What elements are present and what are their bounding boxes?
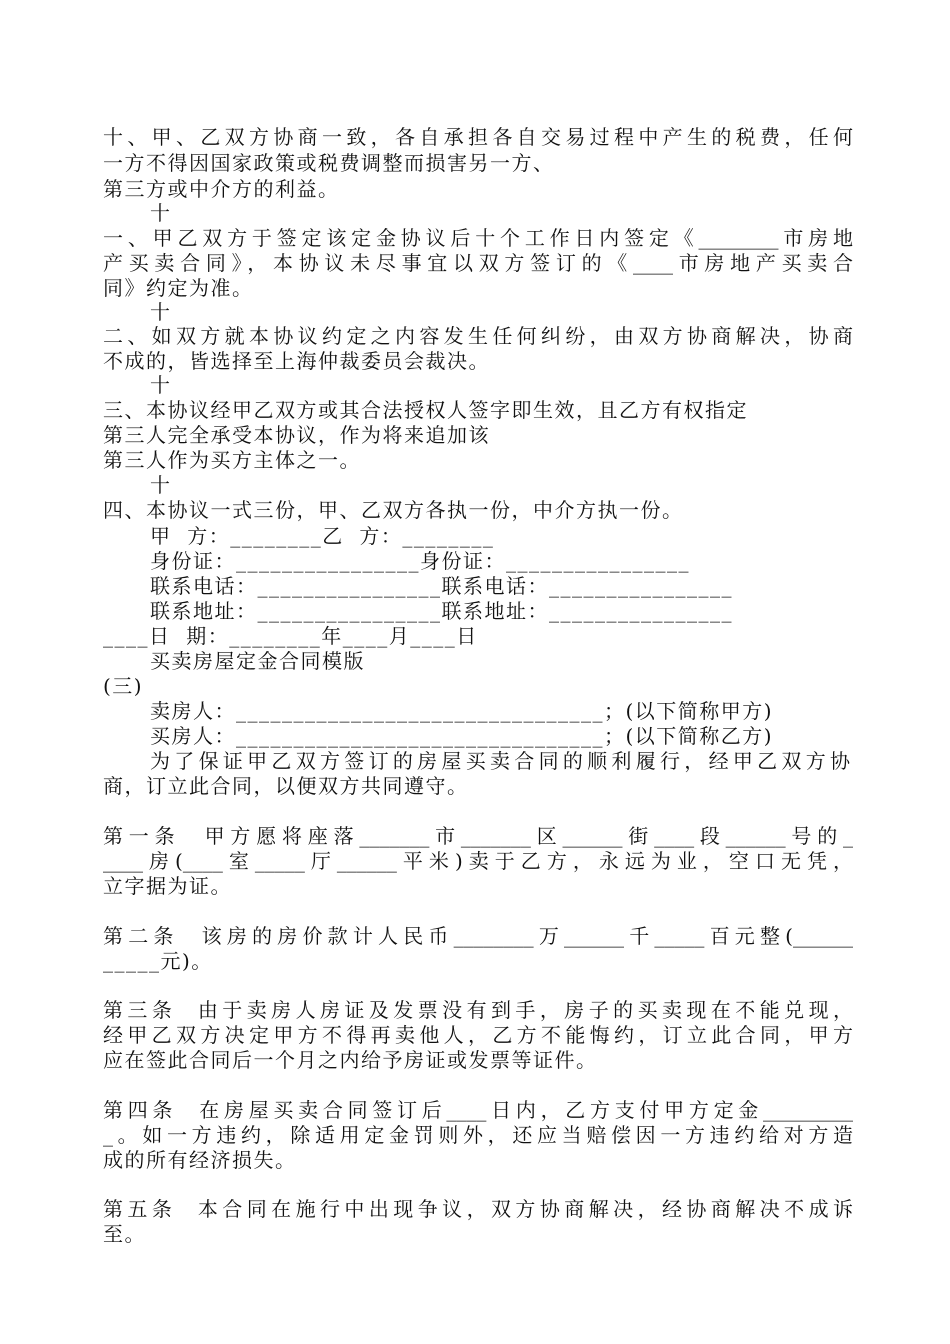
- section-number: (三): [103, 674, 144, 698]
- buyer-row: 买房人：________________________________；(以下简称乙方): [150, 724, 774, 748]
- article-four-line-2: _。如一方违约，除适用定金罚则外，还应当赔偿因一方违约给对方造: [103, 1123, 853, 1147]
- section-title: 买卖房屋定金合同模版: [150, 649, 365, 673]
- article-five-line-1: 第五条 本合同在施行中出现争议，双方协商解决，经协商解决不成诉: [103, 1197, 853, 1221]
- article-one-line-3: 立字据为证。: [103, 874, 232, 898]
- signature-party-row: 甲 方：________乙 方：________: [150, 524, 495, 548]
- clause-thirteen-line-1: 三、本协议经甲乙双方或其合法授权人签字即生效，且乙方有权指定: [103, 398, 748, 422]
- clause-ten-line-3: 第三方或中介方的利益。: [103, 177, 340, 201]
- article-three-line-3: 应在签此合同后一个月之内给予房证或发票等证件。: [103, 1048, 598, 1072]
- clause-ten-line-2: 一方不得因国家政策或税费调整而损害另一方、: [103, 151, 555, 175]
- clause-thirteen-line-2: 第三人完全承受本协议，作为将来追加该: [103, 423, 490, 447]
- seller-row: 卖房人：________________________________；(以下简称甲方): [150, 699, 774, 723]
- clause-eleven-marker: 十: [150, 201, 172, 225]
- signature-phone-row: 联系电话：________________联系电话：________________: [150, 574, 733, 598]
- article-two-line-2: _____元)。: [103, 949, 213, 973]
- clause-eleven-line-1: 一、甲乙双方于签定该定金协议后十个工作日内签定《________市房地: [103, 226, 853, 250]
- clause-twelve-marker: 十: [150, 300, 172, 324]
- clause-fourteen-line-1: 四、本协议一式三份，甲、乙双方各执一份，中介方执一份。: [103, 498, 684, 522]
- clause-thirteen-line-3: 第三人作为买方主体之一。: [103, 448, 361, 472]
- article-three-line-2: 经甲乙双方决定甲方不得再卖他人，乙方不能悔约，订立此合同，甲方: [103, 1023, 853, 1047]
- article-three-line-1: 第三条 由于卖房人房证及发票没有到手，房子的买卖现在不能兑现，: [103, 998, 853, 1022]
- article-five-line-2: 至。: [103, 1222, 146, 1246]
- signature-address-row: 联系地址：________________联系地址：________________: [150, 599, 733, 623]
- preamble-line-1: 为了保证甲乙双方签订的房屋买卖合同的顺利履行，经甲乙双方协: [150, 749, 850, 773]
- article-four-line-1: 第四条 在房屋买卖合同签订后____日内，乙方支付甲方定金_________: [103, 1098, 853, 1122]
- preamble-line-2: 商，订立此合同，以便双方共同遵守。: [103, 774, 469, 798]
- clause-twelve-line-1: 二、如双方就本协议约定之内容发生任何纠纷，由双方协商解决，协商: [103, 324, 853, 348]
- article-four-line-3: 成的所有经济损失。: [103, 1148, 297, 1172]
- article-one-line-2: ____房(____室_____厅______平米)卖于乙方，永远为业，空口无凭，: [103, 849, 853, 873]
- signature-date-row: ____日 期：________年____月____日: [103, 624, 478, 648]
- clause-eleven-line-2: 产买卖合同》，本协议未尽事宜以双方签订的《____市房地产买卖合: [103, 251, 853, 275]
- signature-id-row: 身份证：________________身份证：________________: [150, 549, 690, 573]
- clause-thirteen-marker: 十: [150, 373, 172, 397]
- clause-eleven-line-3: 同》约定为准。: [103, 276, 254, 300]
- article-two-line-1: 第二条 该房的房价款计人民币________万______千_____百元整(______: [103, 924, 853, 948]
- clause-ten-line-1: 十、甲、乙双方协商一致，各自承担各自交易过程中产生的税费，任何: [103, 125, 853, 149]
- clause-twelve-line-2: 不成的，皆选择至上海仲裁委员会裁决。: [103, 349, 490, 373]
- article-one-line-1: 第一条 甲方愿将座落_______市_______区______街____段______号的_: [103, 824, 853, 848]
- clause-fourteen-marker: 十: [150, 473, 172, 497]
